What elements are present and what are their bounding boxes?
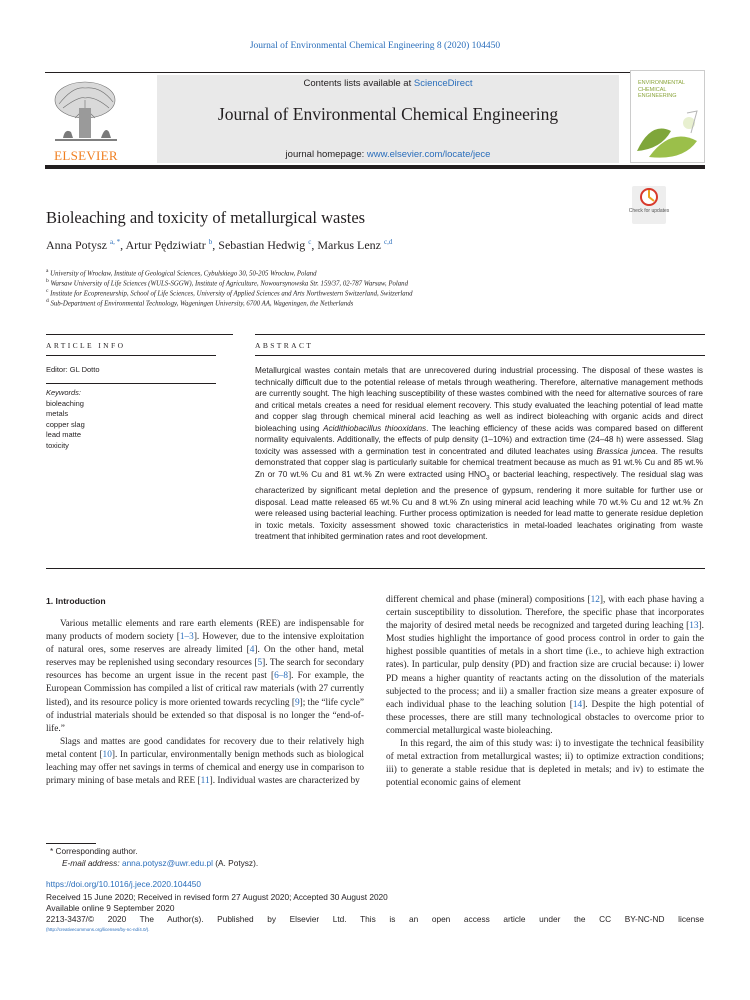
journal-homepage-line — [157, 149, 619, 160]
cover-title: ENVIRONMENTAL CHEMICAL ENGINEERING — [638, 80, 685, 99]
corresponding-author-footnote — [46, 846, 258, 869]
author-list: Anna Potysz $^{a, *}$, Artur Pędziwiatr $^b$, Sebastian Hedwig $^c$, Markus Lenz $^{c,d}$ — [46, 238, 393, 252]
available-online: Available online 9 September 2020 — [46, 903, 175, 913]
author-name[interactable]: Sebastian Hedwig — [218, 238, 306, 252]
section-heading-introduction: 1. Introduction — [46, 596, 106, 606]
affiliation-text: Sub-Department of Environmental Technology, Wageningen University, 6700 AA, Wageningen, the Netherlands — [50, 300, 354, 308]
keyword: lead matte — [46, 430, 82, 440]
citation-link[interactable]: 10 — [102, 749, 112, 760]
abstract-part: Metallurgical wastes contain metals that are unrecovered during industrial processing. The disposal of these wastes is technically difficult due to the potential release of metals through weathering. Therefore, alternative management methods are currently sought. The high leaching susceptibility of these wastes combined with the need for alternative sources of rare and critical metals creates a need for residual element recovery. This study evaluated the leaching potential of lead matte and copper slag through chemical mineral acid leaching as well as indirect bioleaching with organic acids and direct bioleaching using — [255, 366, 703, 433]
keyword: toxicity — [46, 440, 69, 450]
citation-link[interactable]: 9 — [294, 697, 300, 708]
article-info-heading: ARTICLE INFO — [46, 341, 126, 350]
abstract-part: . The leaching efficiency of these acids was compared based on different normality equivalents. Additionally, the effects of pulp density (1–10%) and extraction time (24–48 h) were assessed. Slag toxicity was assessed with a germination test in concentrated and diluted leachates using — [255, 423, 704, 456]
doi-link[interactable]: https://doi.org/10.1016/j.jece.2020.104450 — [46, 879, 201, 889]
text-run: ]. On the other hand, metal reserves may be replenished using secondary resources [ — [46, 645, 364, 669]
text-run: ]. Despite the high potential of these processes, there are still many technological obstacles to overcome prior to commercial metallurgical waste bioleaching. — [386, 699, 704, 736]
affiliation-marker: c — [46, 288, 49, 294]
text-run: different chemical and phase (mineral) compositions [ — [386, 595, 591, 605]
keywords-label: Keywords: — [46, 388, 82, 397]
abstract-top-rule — [255, 334, 705, 335]
citation-link[interactable]: 1–3 — [179, 632, 194, 643]
affiliation — [46, 297, 353, 308]
email-suffix: (A. Potysz). — [212, 857, 259, 868]
citation-link[interactable]: 4 — [249, 645, 255, 656]
text-run: ]. However, due to the intensive exploitation of natural ores, some reserves are already limited [ — [46, 632, 364, 656]
author-affiliation-marker[interactable]: c — [308, 238, 312, 246]
journal-reference[interactable]: Journal of Environmental Chemical Engineering 8 (2020) 104450 — [249, 41, 501, 51]
editor-line: Editor: GL Dotto — [46, 365, 100, 374]
citation-link[interactable]: 13 — [689, 621, 699, 632]
article-title: Bioleaching and toxicity of metallurgical wastes — [46, 208, 366, 227]
header-bottom-rule — [45, 165, 705, 169]
affiliation-marker: b — [46, 278, 49, 284]
body-column-left — [46, 618, 364, 788]
received-dates: Received 15 June 2020; Received in revised form 27 August 2020; Accepted 30 August 2020 — [46, 892, 388, 902]
header-top-rule — [45, 72, 705, 73]
text-run: ]. Most studies highlight the importance of good process control in order to gain the highest possible quantities of metals in a short time (i.e., to achieve high extraction rates). In particular, pulp density (PD) and fraction size are crucial because: i) lower PD means a higher quantity of reactants acting on the dissolution of the materials subjected to the process; and ii) a smaller fraction size means a greater exposure of each individual phase to the leaching solution [ — [386, 621, 704, 710]
paragraph — [46, 618, 364, 736]
text-run: ]. In particular, environmentally benign methods such as biological leaching may offer net savings in terms of chemical and energy use in comparison to primary mining of base metals and REE [ — [46, 749, 364, 787]
author-affiliation-marker[interactable]: a, * — [110, 238, 121, 246]
corresponding-author-line: * Corresponding author. — [50, 846, 138, 856]
affiliation-marker: d — [46, 298, 49, 304]
email-link[interactable]: anna.potysz@uwr.edu.pl — [121, 857, 213, 868]
license-url-link[interactable]: (http://creativecommons.org/licenses/by-nc-nd/4.0/). — [46, 927, 150, 932]
keywords-block — [46, 388, 85, 452]
text-run: ]. For example, the European Commission has compiled a list of critical raw materials (with 27 currently listed), and its resource policy is more oriented towards recycling [ — [46, 671, 365, 708]
affiliation-text: Institute for Ecopreneurship, School of Life Sciences, University of Applied Sciences and Arts Northwestern Switzerland, Switzerland — [50, 290, 413, 298]
abstract-text — [255, 365, 703, 543]
homepage-prefix: journal homepage: — [285, 149, 367, 160]
text-run: Slags and mattes are good candidates for recovery due to their relatively high metal content [ — [46, 736, 364, 760]
organism-name: Brassica juncea — [596, 446, 656, 456]
subscript: 3 — [486, 475, 490, 482]
author-name[interactable]: Anna Potysz — [46, 238, 107, 252]
body-column-right — [386, 594, 704, 790]
citation-link[interactable]: 6–8 — [274, 671, 289, 682]
paragraph: In this regard, the aim of this study was: i) to investigate the technical feasibility of metal extraction from metallurgical wastes; ii) to optimize extraction conditions; iii) to generate a stable residue that is depleted in metals; and iv) to estimate the potential economic gains of element — [386, 739, 704, 789]
affiliation-text: University of Wrocław, Institute of Geological Sciences, Cybulskiego 30, 50-205 Wrocław, Poland — [50, 270, 317, 278]
author-name[interactable]: Markus Lenz — [317, 238, 382, 252]
abstract-heading: ABSTRACT — [255, 341, 314, 350]
article-history — [46, 892, 388, 903]
text-run: ], with each phase having a certain susceptibility to dissolution. Therefore, the specific phase that incorporates the majority of desired metal needs be recognized and targeted during leaching [ — [386, 595, 704, 632]
homepage-link[interactable]: www.elsevier.com/locate/jece — [366, 149, 491, 160]
email-label: E-mail address: — [62, 857, 122, 868]
abstract-rule — [255, 355, 705, 356]
organism-name: Acidithiobacillus thiooxidans — [322, 423, 427, 433]
keyword: metals — [46, 409, 69, 419]
footnote-rule — [46, 843, 96, 844]
abstract-part: . The results demonstrated that copper slag is particularly suitable for chemical treatment because as much as 91 wt.% Cu and 85 wt.% Zn or 70 wt.% Cu and 81 wt.% Zn were extracted using HNO — [255, 446, 704, 479]
citation-link[interactable]: 5 — [257, 658, 263, 669]
article-info-top-rule — [46, 334, 233, 335]
affiliation-marker: a — [46, 268, 49, 274]
author-affiliation-marker[interactable]: b — [208, 238, 213, 246]
text-run: ]. The search for secondary resources has become an urgent issue in the recent past [ — [46, 658, 364, 682]
article-info-rule — [46, 355, 216, 356]
citation-link[interactable]: 14 — [572, 699, 583, 710]
license-statement: 2213-3437/© 2020 The Author(s). Published by Elsevier Ltd. This is an open access article under the CC BY-NC-ND license — [46, 914, 704, 924]
citation-link[interactable]: 11 — [200, 776, 210, 787]
contents-available-line — [157, 78, 619, 89]
author-affiliation-marker[interactable]: c,d — [384, 238, 393, 246]
journal-title: Journal of Environmental Chemical Engineering — [217, 104, 559, 124]
paragraph — [386, 594, 704, 738]
check-for-updates-label[interactable]: Check for updates — [628, 208, 670, 214]
email-line — [46, 858, 258, 870]
keyword: bioleaching — [46, 398, 84, 408]
text-run: Various metallic elements and rare earth elements (REE) are indispensable for many products of modern society [ — [46, 619, 364, 643]
text-run: ]; the “life cycle” of industrial materials should be extended so that disposal is no longer the “end-of-life.” — [46, 697, 364, 734]
paragraph — [46, 736, 364, 788]
publisher-wordmark[interactable]: ELSEVIER — [54, 148, 118, 163]
keyword: copper slag — [46, 419, 85, 429]
author-name[interactable]: Artur Pędziwiatr — [125, 238, 206, 252]
keywords-rule — [46, 383, 216, 384]
affiliation-text: Warsaw University of Life Sciences (WULS-SGGW), Institute of Agriculture, Nowoursynowska Str. 159/37, 02-787 Warsaw, Poland — [50, 280, 408, 288]
text-run: ]. Individual wastes are characterized by — [209, 776, 360, 787]
check-for-updates-icon[interactable] — [632, 186, 666, 224]
abstract-bottom-rule — [46, 568, 705, 569]
contents-prefix: Contents lists available at — [303, 78, 414, 89]
sciencedirect-link[interactable]: ScienceDirect — [413, 78, 473, 89]
citation-link[interactable]: 12 — [590, 595, 600, 605]
abstract-part: or bacterial leaching, respectively. The residual slag was characterized by significant metal depletion and the presence of gypsum, rendering it more suitable for further use or disposal. Lead matte released 65 wt.% Cu and 8 wt.% Zn using mineral acid leaching while 70 wt.% Cu and 12 wt.% Zn were released using bacterial leaching. Further process optimization is needed for lead matte to generate residue depletion in toxic metals. Toxicity assessment showed toxic characteristics in metal-loaded leachates originating from waste treatment that inhibited germination rates and root development. — [255, 469, 704, 542]
